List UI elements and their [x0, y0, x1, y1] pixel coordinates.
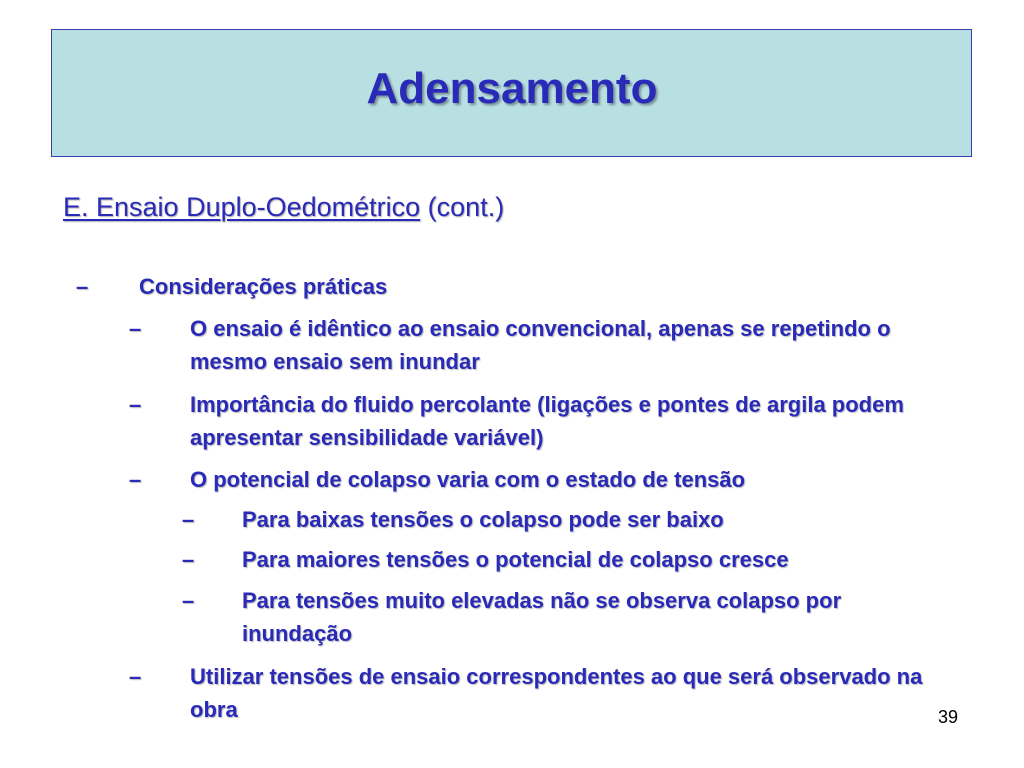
- list-item: Para baixas tensões o colapso pode ser baixo: [242, 507, 724, 532]
- list-item: O ensaio é idêntico ao ensaio convencional, apenas se repetindo o mesmo ensaio sem inundar: [190, 316, 891, 374]
- bullet-dash: –: [76, 274, 89, 299]
- list-item: Para tensões muito elevadas não se observa colapso por inundação: [242, 588, 842, 646]
- page-number: 39: [938, 707, 959, 727]
- bullet-dash: –: [129, 467, 142, 492]
- bullet-dash: –: [129, 392, 142, 417]
- bullet-dash: –: [182, 547, 195, 572]
- list-item: O potencial de colapso varia com o estado de tensão: [190, 467, 746, 492]
- section-heading-main: E. Ensaio Duplo-Oedométrico: [63, 192, 421, 222]
- list-item: Para maiores tensões o potencial de colapso cresce: [242, 547, 789, 572]
- list-item: Importância do fluido percolante (ligações e pontes de argila podem apresentar sensibilidade variável): [190, 392, 904, 450]
- section-heading: [63, 192, 504, 223]
- section-heading-suffix: (cont.): [420, 192, 505, 222]
- bullet-dash: –: [129, 316, 142, 341]
- list-item: Utilizar tensões de ensaio correspondentes ao que será observado na obra: [190, 664, 923, 722]
- slide-title: Adensamento: [366, 64, 658, 113]
- list-item: Considerações práticas: [139, 274, 388, 299]
- bullet-dash: –: [182, 588, 195, 613]
- bullet-dash: –: [129, 664, 142, 689]
- bullet-dash: –: [182, 507, 195, 532]
